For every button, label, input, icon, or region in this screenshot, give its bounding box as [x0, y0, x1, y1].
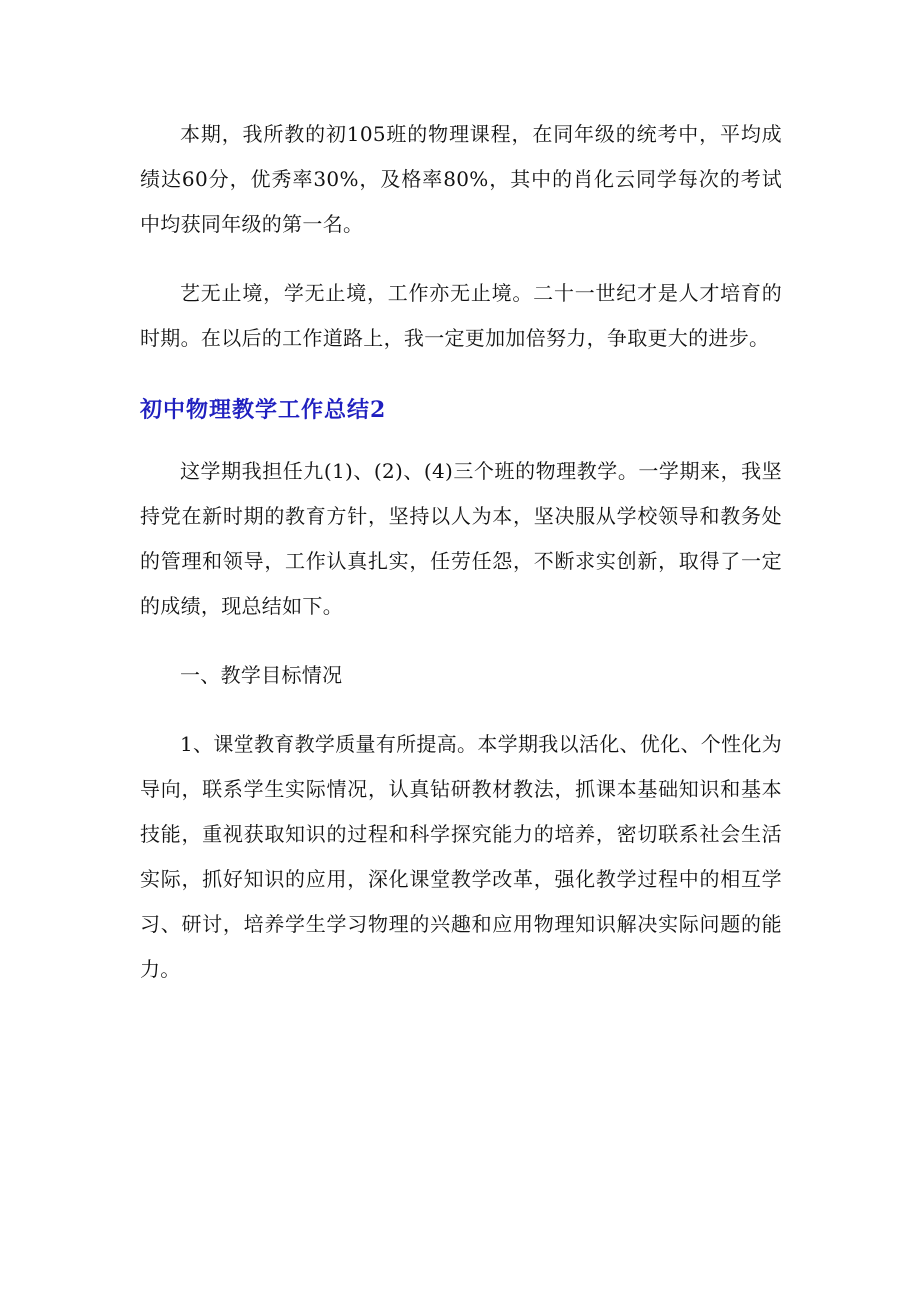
section-heading: 初中物理教学工作总结2 — [140, 397, 387, 423]
paragraph-exam-results: 本期，我所教的初105班的物理课程，在同年级的统考中，平均成绩达60分，优秀率30%，及格率80%，其中的肖化云同学每次的考试中均获同年级的第一名。 — [140, 122, 782, 236]
paragraph-endless-learning: 艺无止境，学无止境，工作亦无止境。二十一世纪才是人才培育的时期。在以后的工作道路上，我一定更加加倍努力，争取更大的进步。 — [140, 281, 782, 350]
paragraph-semester-intro: 这学期我担任九(1)、(2)、(4)三个班的物理教学。一学期来，我坚持党在新时期的教育方针，坚持以人为本，坚决服从学校领导和教务处的管理和领导，工作认真扎实，任劳任怨，不断求实创新，取得了一定的成绩，现总结如下。 — [140, 459, 782, 618]
paragraph-classroom-quality: 1、课堂教育教学质量有所提高。本学期我以活化、优化、个性化为导向，联系学生实际情况，认真钻研教材教法，抓课本基础知识和基本技能，重视获取知识的过程和科学探究能力的培养，密切联系社会生活实际，抓好知识的应用，深化课堂教学改革，强化教学过程中的相互学习、研讨，培养学生学习物理的兴趣和应用物理知识解决实际问题的能力。 — [140, 732, 782, 981]
subheading-teaching-goals: 一、教学目标情况 — [180, 663, 343, 687]
document-body — [140, 112, 782, 992]
